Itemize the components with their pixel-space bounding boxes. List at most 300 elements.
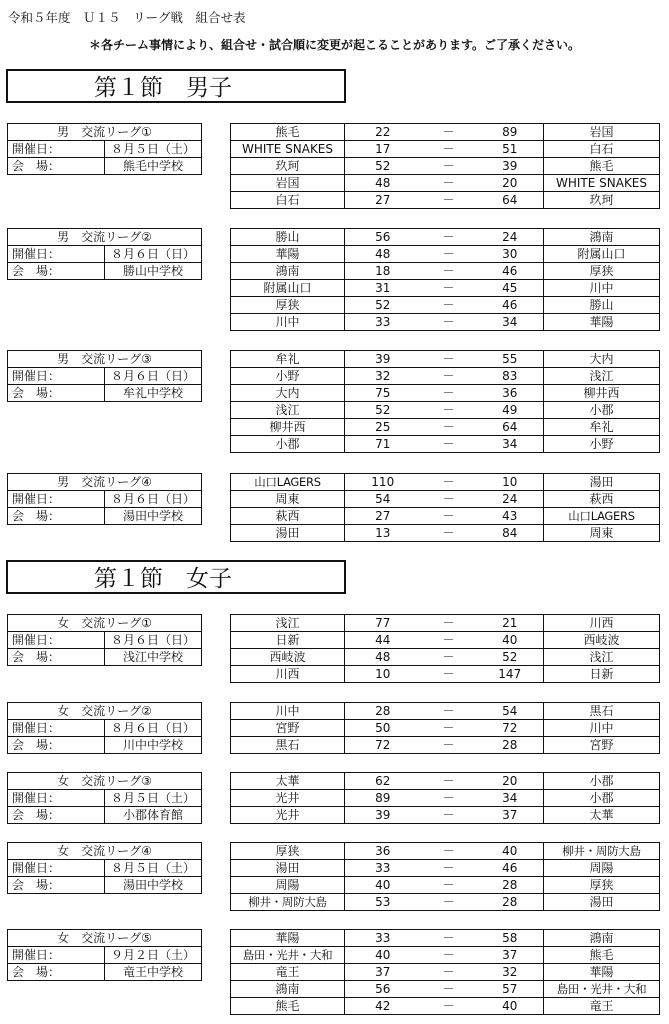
match-row — [231, 402, 660, 419]
home-score: 27 — [345, 508, 421, 525]
away-team: 華陽 — [544, 964, 660, 981]
match-row — [231, 930, 660, 947]
score-separator: － — [421, 930, 477, 947]
score-separator: － — [421, 474, 477, 491]
date-value: ８月６日（日） — [105, 246, 202, 263]
score-separator: － — [421, 843, 477, 860]
score-separator: － — [421, 649, 477, 666]
score-separator: － — [421, 737, 477, 754]
match-table — [230, 228, 660, 331]
home-score: 22 — [345, 124, 421, 141]
home-team: 熊毛 — [231, 998, 345, 1015]
away-score: 43 — [477, 508, 544, 525]
date-label: 開催日： — [8, 368, 105, 385]
date-value: ９月２日（土） — [105, 947, 202, 964]
score-separator: － — [421, 491, 477, 508]
date-value: ８月６日（日） — [105, 491, 202, 508]
league-name: 男 交流リーグ③ — [8, 351, 202, 368]
match-row — [231, 720, 660, 737]
match-row — [231, 981, 660, 998]
league-info-table — [7, 772, 202, 824]
match-row — [231, 141, 660, 158]
match-row — [231, 419, 660, 436]
league-name-row — [8, 773, 202, 790]
away-score: 39 — [477, 158, 544, 175]
score-separator: － — [421, 280, 477, 297]
match-row — [231, 491, 660, 508]
score-separator: － — [421, 124, 477, 141]
home-score: 48 — [345, 649, 421, 666]
away-team: 川西 — [544, 615, 660, 632]
home-team: 光井 — [231, 790, 345, 807]
score-separator: － — [421, 998, 477, 1015]
home-score: 56 — [345, 229, 421, 246]
date-value: ８月５日（土） — [105, 141, 202, 158]
match-row — [231, 246, 660, 263]
league-name: 男 交流リーグ① — [8, 124, 202, 141]
date-value: ８月５日（土） — [105, 860, 202, 877]
match-row — [231, 158, 660, 175]
match-table — [230, 350, 660, 453]
away-score: 83 — [477, 368, 544, 385]
date-value: ８月６日（日） — [105, 368, 202, 385]
away-score: 147 — [477, 666, 544, 683]
date-row — [8, 790, 202, 807]
match-row — [231, 947, 660, 964]
venue-row — [8, 385, 202, 402]
away-team: 西岐波 — [544, 632, 660, 649]
away-team: 華陽 — [544, 314, 660, 331]
match-row — [231, 877, 660, 894]
score-separator: － — [421, 877, 477, 894]
date-row — [8, 632, 202, 649]
score-separator: － — [421, 703, 477, 720]
match-table — [230, 123, 660, 209]
match-row — [231, 436, 660, 453]
away-team: 熊毛 — [544, 158, 660, 175]
venue-label: 会 場： — [8, 877, 105, 894]
away-team: 牟礼 — [544, 419, 660, 436]
match-row — [231, 615, 660, 632]
away-score: 28 — [477, 877, 544, 894]
match-row — [231, 843, 660, 860]
home-score: 52 — [345, 402, 421, 419]
home-score: 13 — [345, 525, 421, 542]
away-score: 84 — [477, 525, 544, 542]
home-team: 島田・光井・大和 — [231, 947, 345, 964]
home-score: 75 — [345, 385, 421, 402]
match-row — [231, 773, 660, 790]
away-team: 山口LAGERS — [544, 508, 660, 525]
venue-row — [8, 807, 202, 824]
home-score: 77 — [345, 615, 421, 632]
league-info-table — [7, 123, 202, 175]
home-team: 岩国 — [231, 175, 345, 192]
match-table — [230, 772, 660, 824]
score-separator: － — [421, 351, 477, 368]
venue-value: 牟礼中学校 — [105, 385, 202, 402]
score-separator: － — [421, 246, 477, 263]
league-name-row — [8, 843, 202, 860]
venue-value: 湯田中学校 — [105, 508, 202, 525]
league-name-row — [8, 703, 202, 720]
venue-label: 会 場： — [8, 737, 105, 754]
date-label: 開催日： — [8, 720, 105, 737]
match-row — [231, 998, 660, 1015]
score-separator: － — [421, 508, 477, 525]
away-score: 37 — [477, 947, 544, 964]
league-name-row — [8, 474, 202, 491]
venue-row — [8, 964, 202, 981]
away-team: 小郡 — [544, 773, 660, 790]
away-score: 58 — [477, 930, 544, 947]
score-separator: － — [421, 192, 477, 209]
match-row — [231, 192, 660, 209]
home-team: 柳井西 — [231, 419, 345, 436]
date-label: 開催日： — [8, 860, 105, 877]
date-row — [8, 141, 202, 158]
away-team: 熊毛 — [544, 947, 660, 964]
home-team: 玖珂 — [231, 158, 345, 175]
home-team: 華陽 — [231, 930, 345, 947]
home-team: 鴻南 — [231, 263, 345, 280]
match-row — [231, 124, 660, 141]
score-separator: － — [421, 229, 477, 246]
venue-row — [8, 649, 202, 666]
home-team: 柳井・周防大島 — [231, 894, 345, 911]
score-separator: － — [421, 175, 477, 192]
home-score: 62 — [345, 773, 421, 790]
league-name-row — [8, 351, 202, 368]
home-team: 附属山口 — [231, 280, 345, 297]
home-score: 37 — [345, 964, 421, 981]
venue-label: 会 場： — [8, 807, 105, 824]
section-title: 第１節 女子 — [6, 560, 346, 594]
match-row — [231, 314, 660, 331]
score-separator: － — [421, 947, 477, 964]
date-label: 開催日： — [8, 141, 105, 158]
match-table — [230, 702, 660, 754]
away-score: 45 — [477, 280, 544, 297]
away-score: 54 — [477, 703, 544, 720]
home-score: 39 — [345, 351, 421, 368]
score-separator: － — [421, 720, 477, 737]
away-team: 柳井・周防大島 — [544, 843, 660, 860]
date-label: 開催日： — [8, 790, 105, 807]
score-separator: － — [421, 525, 477, 542]
away-score: 57 — [477, 981, 544, 998]
score-separator: － — [421, 419, 477, 436]
away-score: 34 — [477, 790, 544, 807]
away-team: 小郡 — [544, 790, 660, 807]
away-score: 28 — [477, 894, 544, 911]
match-table — [230, 614, 660, 683]
away-score: 51 — [477, 141, 544, 158]
away-team: 鴻南 — [544, 229, 660, 246]
away-team: 浅江 — [544, 649, 660, 666]
away-score: 40 — [477, 632, 544, 649]
away-score: 46 — [477, 297, 544, 314]
home-score: 71 — [345, 436, 421, 453]
home-team: 山口LAGERS — [231, 474, 345, 491]
date-row — [8, 368, 202, 385]
venue-value: 湯田中学校 — [105, 877, 202, 894]
match-row — [231, 368, 660, 385]
away-score: 20 — [477, 773, 544, 790]
home-team: 竜王 — [231, 964, 345, 981]
away-team: 周陽 — [544, 860, 660, 877]
score-separator: － — [421, 263, 477, 280]
away-score: 24 — [477, 491, 544, 508]
match-row — [231, 351, 660, 368]
home-team: 厚狭 — [231, 843, 345, 860]
away-score: 30 — [477, 246, 544, 263]
away-team: 小野 — [544, 436, 660, 453]
match-row — [231, 703, 660, 720]
away-team: 小郡 — [544, 402, 660, 419]
venue-label: 会 場： — [8, 385, 105, 402]
home-team: 浅江 — [231, 402, 345, 419]
date-label: 開催日： — [8, 491, 105, 508]
date-label: 開催日： — [8, 632, 105, 649]
home-score: 33 — [345, 860, 421, 877]
venue-row — [8, 508, 202, 525]
score-separator: － — [421, 894, 477, 911]
score-separator: － — [421, 436, 477, 453]
match-row — [231, 860, 660, 877]
away-team: 勝山 — [544, 297, 660, 314]
away-team: 太華 — [544, 807, 660, 824]
away-score: 10 — [477, 474, 544, 491]
score-separator: － — [421, 314, 477, 331]
home-team: 白石 — [231, 192, 345, 209]
date-row — [8, 491, 202, 508]
away-score: 20 — [477, 175, 544, 192]
match-row — [231, 737, 660, 754]
venue-value: 川中中学校 — [105, 737, 202, 754]
away-score: 21 — [477, 615, 544, 632]
date-value: ８月６日（日） — [105, 720, 202, 737]
away-score: 89 — [477, 124, 544, 141]
score-separator: － — [421, 632, 477, 649]
away-score: 28 — [477, 737, 544, 754]
venue-label: 会 場： — [8, 649, 105, 666]
away-score: 36 — [477, 385, 544, 402]
away-team: 湯田 — [544, 474, 660, 491]
home-team: 華陽 — [231, 246, 345, 263]
date-value: ８月５日（土） — [105, 790, 202, 807]
match-row — [231, 790, 660, 807]
home-score: 32 — [345, 368, 421, 385]
home-team: 小野 — [231, 368, 345, 385]
league-name: 女 交流リーグ① — [8, 615, 202, 632]
home-score: 33 — [345, 314, 421, 331]
home-team: 黒石 — [231, 737, 345, 754]
home-score: 50 — [345, 720, 421, 737]
score-separator: － — [421, 666, 477, 683]
score-separator: － — [421, 402, 477, 419]
home-score: 39 — [345, 807, 421, 824]
away-score: 72 — [477, 720, 544, 737]
score-separator: － — [421, 860, 477, 877]
score-separator: － — [421, 385, 477, 402]
match-row — [231, 894, 660, 911]
away-score: 24 — [477, 229, 544, 246]
home-team: 湯田 — [231, 860, 345, 877]
away-score: 34 — [477, 436, 544, 453]
away-score: 40 — [477, 998, 544, 1015]
league-info-table — [7, 842, 202, 894]
section-title: 第１節 男子 — [6, 69, 346, 103]
away-team: 附属山口 — [544, 246, 660, 263]
venue-row — [8, 737, 202, 754]
score-separator: － — [421, 158, 477, 175]
venue-value: 熊毛中学校 — [105, 158, 202, 175]
score-separator: － — [421, 807, 477, 824]
home-score: 25 — [345, 419, 421, 436]
away-score: 46 — [477, 860, 544, 877]
match-row — [231, 649, 660, 666]
away-score: 49 — [477, 402, 544, 419]
match-row — [231, 385, 660, 402]
home-score: 72 — [345, 737, 421, 754]
score-separator: － — [421, 615, 477, 632]
home-score: 89 — [345, 790, 421, 807]
home-team: 勝山 — [231, 229, 345, 246]
league-name: 男 交流リーグ② — [8, 229, 202, 246]
away-team: 川中 — [544, 720, 660, 737]
date-label: 開催日： — [8, 246, 105, 263]
home-team: WHITE SNAKES — [231, 141, 345, 158]
league-name-row — [8, 124, 202, 141]
away-score: 64 — [477, 419, 544, 436]
home-team: 宮野 — [231, 720, 345, 737]
home-score: 52 — [345, 158, 421, 175]
away-score: 46 — [477, 263, 544, 280]
home-team: 川西 — [231, 666, 345, 683]
score-separator: － — [421, 773, 477, 790]
date-value: ８月６日（日） — [105, 632, 202, 649]
match-table — [230, 929, 660, 1015]
away-score: 37 — [477, 807, 544, 824]
away-team: 厚狭 — [544, 877, 660, 894]
home-score: 53 — [345, 894, 421, 911]
home-score: 28 — [345, 703, 421, 720]
home-score: 40 — [345, 947, 421, 964]
venue-value: 浅江中学校 — [105, 649, 202, 666]
document-title: 令和５年度 Ｕ１５ リーグ戦 組合せ表 — [8, 10, 246, 25]
home-team: 川中 — [231, 314, 345, 331]
home-team: 西岐波 — [231, 649, 345, 666]
league-info-table — [7, 350, 202, 402]
home-score: 56 — [345, 981, 421, 998]
home-score: 33 — [345, 930, 421, 947]
home-score: 10 — [345, 666, 421, 683]
away-team: 浅江 — [544, 368, 660, 385]
date-row — [8, 860, 202, 877]
match-row — [231, 807, 660, 824]
venue-label: 会 場： — [8, 263, 105, 280]
home-score: 42 — [345, 998, 421, 1015]
league-info-table — [7, 614, 202, 666]
match-row — [231, 964, 660, 981]
home-score: 17 — [345, 141, 421, 158]
away-team: 島田・光井・大和 — [544, 981, 660, 998]
score-separator: － — [421, 297, 477, 314]
score-separator: － — [421, 790, 477, 807]
home-score: 27 — [345, 192, 421, 209]
away-team: 大内 — [544, 351, 660, 368]
venue-row — [8, 263, 202, 280]
home-team: 小郡 — [231, 436, 345, 453]
league-name: 女 交流リーグ⑤ — [8, 930, 202, 947]
date-row — [8, 246, 202, 263]
home-score: 48 — [345, 246, 421, 263]
away-team: 周東 — [544, 525, 660, 542]
away-team: 萩西 — [544, 491, 660, 508]
match-row — [231, 263, 660, 280]
date-row — [8, 947, 202, 964]
notice-text: ＊各チーム事情により、組合せ・試合順に変更が起こることがあります。ご了承ください。 — [88, 38, 581, 52]
match-row — [231, 175, 660, 192]
home-team: 川中 — [231, 703, 345, 720]
league-info-table — [7, 702, 202, 754]
home-score: 36 — [345, 843, 421, 860]
league-info-table — [7, 929, 202, 981]
date-row — [8, 720, 202, 737]
away-score: 34 — [477, 314, 544, 331]
match-table — [230, 473, 660, 542]
home-team: 鴻南 — [231, 981, 345, 998]
away-team: 岩国 — [544, 124, 660, 141]
home-team: 湯田 — [231, 525, 345, 542]
home-score: 52 — [345, 297, 421, 314]
home-score: 54 — [345, 491, 421, 508]
away-team: 川中 — [544, 280, 660, 297]
home-team: 熊毛 — [231, 124, 345, 141]
match-table — [230, 842, 660, 911]
away-score: 32 — [477, 964, 544, 981]
venue-value: 竜王中学校 — [105, 964, 202, 981]
home-team: 周東 — [231, 491, 345, 508]
home-score: 40 — [345, 877, 421, 894]
venue-label: 会 場： — [8, 964, 105, 981]
home-score: 44 — [345, 632, 421, 649]
match-row — [231, 508, 660, 525]
home-team: 厚狭 — [231, 297, 345, 314]
home-score: 31 — [345, 280, 421, 297]
match-row — [231, 280, 660, 297]
match-row — [231, 229, 660, 246]
venue-label: 会 場： — [8, 508, 105, 525]
away-team: 湯田 — [544, 894, 660, 911]
home-team: 牟礼 — [231, 351, 345, 368]
score-separator: － — [421, 141, 477, 158]
league-name-row — [8, 615, 202, 632]
venue-value: 小郡体育館 — [105, 807, 202, 824]
score-separator: － — [421, 964, 477, 981]
score-separator: － — [421, 368, 477, 385]
home-score: 48 — [345, 175, 421, 192]
away-team: 日新 — [544, 666, 660, 683]
match-row — [231, 666, 660, 683]
home-team: 大内 — [231, 385, 345, 402]
away-team: 黒石 — [544, 703, 660, 720]
home-team: 日新 — [231, 632, 345, 649]
away-score: 40 — [477, 843, 544, 860]
venue-label: 会 場： — [8, 158, 105, 175]
match-row — [231, 632, 660, 649]
